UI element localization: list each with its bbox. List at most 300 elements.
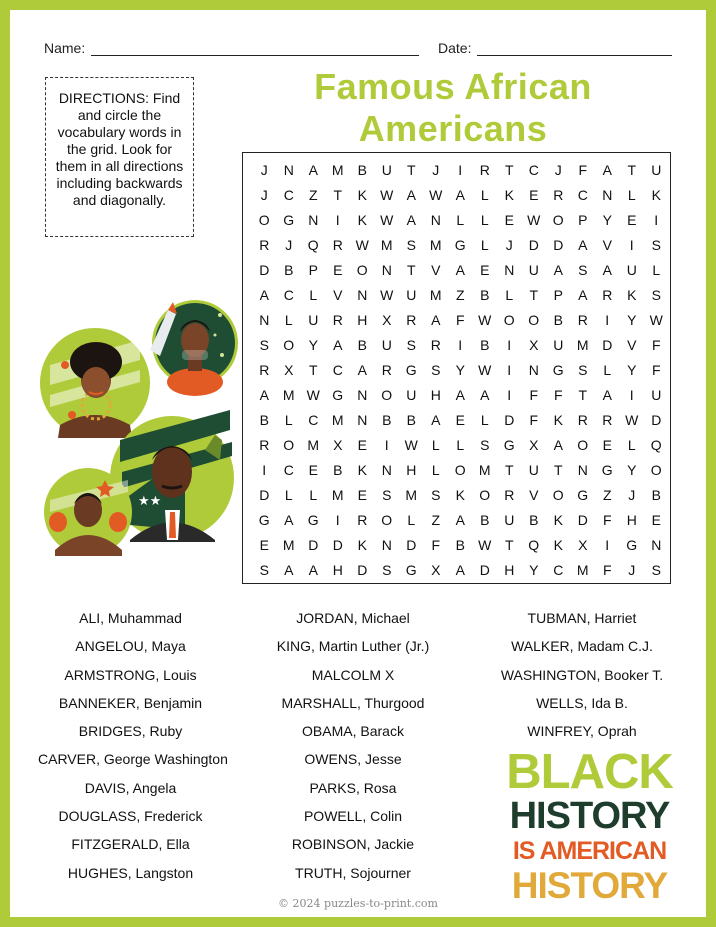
grid-letter[interactable]: L: [456, 436, 465, 453]
grid-letter[interactable]: F: [602, 561, 612, 578]
grid-letter[interactable]: K: [504, 186, 514, 203]
grid-letter[interactable]: R: [479, 161, 490, 178]
grid-letter[interactable]: S: [578, 361, 588, 378]
grid-letter[interactable]: G: [332, 386, 344, 403]
grid-letter[interactable]: G: [454, 236, 466, 253]
grid-letter[interactable]: F: [602, 511, 612, 528]
grid-letter[interactable]: D: [308, 536, 319, 553]
grid-letter[interactable]: E: [357, 436, 367, 453]
grid-letter[interactable]: A: [455, 261, 465, 278]
grid-letter[interactable]: N: [357, 386, 368, 403]
grid-letter[interactable]: A: [578, 236, 588, 253]
grid-letter[interactable]: T: [504, 536, 514, 553]
grid-letter[interactable]: D: [479, 561, 490, 578]
grid-letter[interactable]: L: [505, 286, 514, 303]
grid-letter[interactable]: S: [651, 561, 661, 578]
grid-letter[interactable]: E: [651, 511, 661, 528]
grid-letter[interactable]: A: [259, 286, 269, 303]
grid-letter[interactable]: T: [504, 161, 514, 178]
grid-letter[interactable]: M: [576, 561, 589, 578]
grid-letter[interactable]: L: [480, 211, 489, 228]
grid-letter[interactable]: O: [283, 436, 295, 453]
grid-letter[interactable]: N: [504, 261, 515, 278]
grid-letter[interactable]: B: [284, 261, 294, 278]
grid-letter[interactable]: X: [382, 311, 392, 328]
grid-letter[interactable]: L: [309, 286, 318, 303]
grid-letter[interactable]: G: [601, 461, 613, 478]
grid-letter[interactable]: N: [357, 411, 368, 428]
grid-letter[interactable]: A: [455, 186, 465, 203]
grid-letter[interactable]: O: [552, 486, 564, 503]
grid-letter[interactable]: H: [626, 511, 637, 528]
grid-letter[interactable]: O: [381, 511, 393, 528]
grid-letter[interactable]: I: [507, 336, 512, 353]
grid-letter[interactable]: B: [382, 411, 392, 428]
grid-letter[interactable]: S: [406, 336, 416, 353]
grid-letter[interactable]: I: [654, 211, 659, 228]
grid-letter[interactable]: J: [628, 486, 636, 503]
grid-letter[interactable]: R: [602, 411, 613, 428]
grid-letter[interactable]: U: [528, 461, 539, 478]
grid-letter[interactable]: M: [405, 486, 418, 503]
grid-letter[interactable]: S: [431, 486, 441, 503]
grid-letter[interactable]: K: [553, 411, 563, 428]
grid-letter[interactable]: A: [431, 411, 441, 428]
word-list-item: ARMSTRONG, Louis: [64, 666, 197, 683]
grid-letter[interactable]: K: [357, 536, 367, 553]
grid-letter[interactable]: P: [578, 211, 588, 228]
grid-letter[interactable]: A: [455, 386, 465, 403]
grid-letter[interactable]: X: [284, 361, 294, 378]
grid-letter[interactable]: V: [602, 236, 612, 253]
grid-letter[interactable]: G: [405, 561, 417, 578]
grid-letter[interactable]: S: [431, 361, 441, 378]
grid-letter[interactable]: A: [480, 386, 490, 403]
grid-letter[interactable]: S: [259, 561, 269, 578]
grid-letter[interactable]: A: [602, 261, 612, 278]
grid-letter[interactable]: E: [333, 261, 343, 278]
grid-letter[interactable]: K: [357, 211, 367, 228]
grid-letter[interactable]: W: [625, 411, 639, 428]
grid-letter[interactable]: F: [651, 361, 661, 378]
grid-letter[interactable]: U: [381, 336, 392, 353]
grid-letter[interactable]: T: [578, 386, 588, 403]
grid-letter[interactable]: T: [406, 161, 416, 178]
grid-letter[interactable]: W: [380, 186, 394, 203]
word-list-item: DAVIS, Angela: [84, 779, 177, 796]
grid-letter[interactable]: I: [605, 311, 610, 328]
grid-letter[interactable]: L: [284, 486, 293, 503]
grid-letter[interactable]: O: [552, 211, 564, 228]
grid-letter[interactable]: I: [335, 511, 340, 528]
grid-letter[interactable]: R: [259, 236, 270, 253]
grid-letter[interactable]: B: [333, 461, 343, 478]
grid-letter[interactable]: S: [382, 486, 392, 503]
grid-letter[interactable]: A: [308, 561, 318, 578]
grid-letter[interactable]: C: [283, 461, 294, 478]
grid-letter[interactable]: L: [456, 211, 465, 228]
grid-letter[interactable]: U: [651, 161, 662, 178]
grid-letter[interactable]: C: [283, 186, 294, 203]
grid-letter[interactable]: B: [357, 336, 367, 353]
grid-letter[interactable]: A: [602, 161, 612, 178]
grid-letter[interactable]: N: [381, 536, 392, 553]
grid-letter[interactable]: F: [578, 161, 588, 178]
grid-letter[interactable]: Y: [308, 336, 318, 353]
grid-letter[interactable]: M: [282, 536, 295, 553]
grid-letter[interactable]: F: [431, 536, 441, 553]
grid-letter[interactable]: W: [355, 236, 369, 253]
grid-letter[interactable]: S: [480, 436, 490, 453]
grid-letter[interactable]: Q: [650, 436, 662, 453]
grid-letter[interactable]: S: [651, 286, 661, 303]
grid-letter[interactable]: G: [577, 486, 589, 503]
grid-letter[interactable]: T: [529, 286, 539, 303]
grid-letter[interactable]: N: [602, 186, 613, 203]
word-list-item: TRUTH, Sojourner: [295, 864, 411, 881]
grid-letter[interactable]: S: [578, 261, 588, 278]
grid-letter[interactable]: E: [308, 461, 318, 478]
grid-letter[interactable]: K: [627, 286, 637, 303]
grid-letter[interactable]: E: [529, 186, 539, 203]
grid-letter[interactable]: Q: [528, 536, 540, 553]
word-list-item: JORDAN, Michael: [296, 610, 410, 626]
grid-letter[interactable]: R: [504, 486, 515, 503]
grid-letter[interactable]: I: [262, 461, 267, 478]
grid-letter[interactable]: D: [651, 411, 662, 428]
grid-letter[interactable]: A: [431, 311, 441, 328]
grid-letter[interactable]: N: [381, 461, 392, 478]
grid-letter[interactable]: W: [649, 311, 663, 328]
grid-letter[interactable]: X: [578, 536, 588, 553]
grid-letter[interactable]: D: [504, 411, 515, 428]
grid-letter[interactable]: W: [380, 211, 394, 228]
grid-letter[interactable]: D: [357, 561, 368, 578]
grid-letter[interactable]: G: [626, 536, 638, 553]
title-line-1: Famous African: [314, 66, 592, 107]
grid-letter[interactable]: I: [458, 336, 463, 353]
grid-letter[interactable]: R: [577, 411, 588, 428]
grid-letter[interactable]: A: [602, 386, 612, 403]
grid-letter[interactable]: M: [282, 386, 295, 403]
grid-letter[interactable]: X: [529, 336, 539, 353]
grid-letter[interactable]: F: [553, 386, 563, 403]
grid-letter[interactable]: M: [429, 286, 442, 303]
grid-letter[interactable]: L: [603, 361, 612, 378]
grid-letter[interactable]: U: [553, 336, 564, 353]
grid-letter[interactable]: L: [284, 411, 293, 428]
grid-letter[interactable]: A: [357, 361, 367, 378]
grid-letter[interactable]: R: [357, 511, 368, 528]
grid-letter[interactable]: A: [406, 211, 416, 228]
grid-letter[interactable]: B: [455, 536, 465, 553]
grid-letter[interactable]: I: [458, 161, 463, 178]
grid-letter[interactable]: O: [528, 311, 540, 328]
grid-letter[interactable]: W: [306, 386, 320, 403]
grid-letter[interactable]: M: [429, 236, 442, 253]
grid-letter[interactable]: M: [576, 336, 589, 353]
grid-letter[interactable]: B: [480, 336, 490, 353]
date-label: Date:: [438, 40, 472, 56]
grid-letter[interactable]: N: [308, 211, 319, 228]
grid-letter[interactable]: N: [357, 286, 368, 303]
grid-letter[interactable]: E: [259, 536, 269, 553]
grid-letter[interactable]: J: [260, 161, 268, 178]
grid-letter[interactable]: J: [432, 161, 440, 178]
grid-letter[interactable]: P: [553, 286, 563, 303]
grid-letter[interactable]: A: [553, 436, 563, 453]
grid-letter[interactable]: Z: [455, 286, 465, 303]
grid-letter[interactable]: M: [478, 461, 491, 478]
grid-letter[interactable]: H: [332, 561, 343, 578]
grid-letter[interactable]: K: [553, 511, 563, 528]
grid-letter[interactable]: Y: [627, 461, 637, 478]
grid-letter[interactable]: N: [430, 211, 441, 228]
grid-letter[interactable]: N: [651, 536, 662, 553]
grid-letter[interactable]: A: [578, 286, 588, 303]
grid-letter[interactable]: U: [308, 311, 319, 328]
grid-letter[interactable]: L: [480, 411, 489, 428]
grid-letter[interactable]: T: [308, 361, 318, 378]
grid-letter[interactable]: Z: [431, 511, 441, 528]
grid-letter[interactable]: W: [478, 311, 492, 328]
grid-letter[interactable]: A: [455, 511, 465, 528]
grid-letter[interactable]: B: [480, 286, 490, 303]
grid-letter[interactable]: O: [577, 436, 589, 453]
grid-letter[interactable]: E: [504, 211, 514, 228]
grid-letter[interactable]: U: [504, 511, 515, 528]
grid-letter[interactable]: Z: [602, 486, 612, 503]
word-list-item: KING, Martin Luther (Jr.): [276, 638, 430, 655]
word-list-column-1: [38, 604, 228, 887]
grid-letter[interactable]: L: [431, 461, 440, 478]
grid-letter[interactable]: I: [335, 211, 340, 228]
grid-letter[interactable]: R: [577, 311, 588, 328]
grid-letter[interactable]: O: [283, 336, 295, 353]
grid-letter[interactable]: N: [577, 461, 588, 478]
grid-letter[interactable]: X: [333, 436, 343, 453]
grid-letter[interactable]: G: [258, 511, 270, 528]
grid-letter[interactable]: K: [357, 186, 367, 203]
grid-letter[interactable]: D: [406, 536, 417, 553]
grid-letter[interactable]: X: [529, 436, 539, 453]
grid-letter[interactable]: G: [503, 436, 515, 453]
grid-letter[interactable]: S: [382, 561, 392, 578]
grid-letter[interactable]: X: [431, 561, 441, 578]
grid-letter[interactable]: U: [528, 261, 539, 278]
grid-letter[interactable]: K: [553, 536, 563, 553]
grid-letter[interactable]: Y: [455, 361, 465, 378]
grid-letter[interactable]: L: [627, 436, 636, 453]
grid-letter[interactable]: D: [259, 261, 270, 278]
word-list-item: ANGELOU, Maya: [75, 638, 186, 655]
grid-letter[interactable]: M: [307, 436, 320, 453]
grid-letter[interactable]: V: [333, 286, 343, 303]
grid-letter[interactable]: C: [528, 161, 539, 178]
grid-letter[interactable]: A: [455, 561, 465, 578]
grid-letter[interactable]: J: [628, 561, 636, 578]
grid-letter[interactable]: G: [307, 511, 319, 528]
grid-letter[interactable]: A: [308, 161, 318, 178]
grid-letter[interactable]: U: [651, 386, 662, 403]
grid-letter[interactable]: D: [332, 536, 343, 553]
grid-letter[interactable]: K: [651, 186, 661, 203]
grid-letter[interactable]: I: [605, 536, 610, 553]
grid-letter[interactable]: L: [480, 236, 489, 253]
grid-letter[interactable]: E: [627, 211, 637, 228]
grid-letter[interactable]: E: [455, 411, 465, 428]
grid-letter[interactable]: T: [553, 461, 563, 478]
grid-letter[interactable]: E: [480, 261, 490, 278]
grid-letter[interactable]: C: [577, 186, 588, 203]
grid-letter[interactable]: U: [406, 386, 417, 403]
grid-letter[interactable]: I: [629, 386, 634, 403]
grid-letter[interactable]: C: [308, 411, 319, 428]
grid-letter[interactable]: W: [478, 536, 492, 553]
grid-letter[interactable]: R: [406, 311, 417, 328]
grid-letter[interactable]: G: [405, 361, 417, 378]
grid-letter[interactable]: N: [528, 361, 539, 378]
grid-letter[interactable]: O: [650, 461, 662, 478]
grid-letter[interactable]: L: [407, 511, 416, 528]
grid-letter[interactable]: E: [357, 486, 367, 503]
grid-letter[interactable]: C: [283, 286, 294, 303]
word-list-item: WASHINGTON, Booker T.: [500, 666, 664, 683]
grid-letter[interactable]: R: [332, 311, 343, 328]
grid-letter[interactable]: Z: [308, 186, 318, 203]
grid-letter[interactable]: A: [553, 261, 563, 278]
grid-letter[interactable]: V: [431, 261, 441, 278]
grid-letter[interactable]: R: [602, 286, 613, 303]
grid-letter[interactable]: H: [504, 561, 515, 578]
grid-letter[interactable]: Y: [602, 211, 612, 228]
grid-letter[interactable]: N: [381, 261, 392, 278]
grid-letter[interactable]: B: [553, 311, 563, 328]
grid-letter[interactable]: K: [455, 486, 465, 503]
grid-letter[interactable]: E: [602, 436, 612, 453]
grid-letter[interactable]: L: [480, 186, 489, 203]
grid-letter[interactable]: U: [626, 261, 637, 278]
grid-letter[interactable]: H: [430, 386, 441, 403]
grid-letter[interactable]: T: [406, 261, 416, 278]
grid-letter[interactable]: B: [406, 411, 416, 428]
grid-letter[interactable]: W: [380, 286, 394, 303]
grid-letter[interactable]: R: [332, 236, 343, 253]
grid-letter[interactable]: B: [357, 161, 367, 178]
grid-letter[interactable]: R: [553, 186, 564, 203]
word-search-grid[interactable]: [242, 152, 671, 584]
grid-letter[interactable]: A: [406, 186, 416, 203]
grid-letter[interactable]: I: [629, 236, 634, 253]
grid-letter[interactable]: R: [430, 336, 441, 353]
grid-letter[interactable]: U: [381, 161, 392, 178]
grid-letter[interactable]: Q: [307, 236, 319, 253]
grid-letter[interactable]: W: [429, 186, 443, 203]
grid-letter[interactable]: W: [404, 436, 418, 453]
grid-letter[interactable]: M: [331, 411, 344, 428]
grid-letter[interactable]: S: [406, 236, 416, 253]
grid-letter[interactable]: W: [478, 361, 492, 378]
grid-letter[interactable]: O: [381, 386, 393, 403]
grid-letter[interactable]: K: [357, 461, 367, 478]
grid-letter[interactable]: D: [602, 336, 613, 353]
grid-letter[interactable]: R: [259, 436, 270, 453]
grid-letter[interactable]: A: [259, 386, 269, 403]
grid-letter[interactable]: V: [627, 336, 637, 353]
grid-letter[interactable]: Y: [627, 361, 637, 378]
grid-letter[interactable]: L: [627, 186, 636, 203]
grid-letter[interactable]: R: [259, 361, 270, 378]
grid-letter[interactable]: F: [529, 386, 539, 403]
grid-letter[interactable]: B: [259, 411, 269, 428]
grid-letter[interactable]: J: [554, 161, 562, 178]
grid-letter[interactable]: L: [284, 311, 293, 328]
grid-letter[interactable]: S: [259, 336, 269, 353]
grid-letter[interactable]: V: [529, 486, 539, 503]
grid-letter[interactable]: R: [381, 361, 392, 378]
grid-letter[interactable]: L: [652, 261, 661, 278]
grid-letter[interactable]: O: [454, 461, 466, 478]
grid-letter[interactable]: M: [380, 236, 393, 253]
grid-letter[interactable]: D: [528, 236, 539, 253]
grid-letter[interactable]: L: [431, 436, 440, 453]
grid-letter[interactable]: T: [504, 461, 514, 478]
grid-letter[interactable]: W: [527, 211, 541, 228]
grid-letter[interactable]: B: [651, 486, 661, 503]
grid-letter[interactable]: P: [308, 261, 318, 278]
grid-letter[interactable]: H: [406, 461, 417, 478]
grid-letter[interactable]: H: [357, 311, 368, 328]
grid-letter[interactable]: I: [507, 361, 512, 378]
grid-letter[interactable]: S: [651, 236, 661, 253]
grid-letter[interactable]: O: [503, 311, 515, 328]
grid-letter[interactable]: D: [577, 511, 588, 528]
grid-letter[interactable]: B: [480, 511, 490, 528]
grid-letter[interactable]: M: [331, 161, 344, 178]
grid-letter[interactable]: A: [333, 336, 343, 353]
grid-letter[interactable]: C: [553, 561, 564, 578]
grid-letter[interactable]: O: [356, 261, 368, 278]
grid-letter[interactable]: T: [333, 186, 343, 203]
grid-letter[interactable]: O: [258, 211, 270, 228]
grid-letter[interactable]: G: [283, 211, 295, 228]
grid-letter[interactable]: I: [384, 436, 389, 453]
grid-letter[interactable]: F: [455, 311, 465, 328]
grid-letter[interactable]: J: [285, 236, 293, 253]
grid-letter[interactable]: F: [529, 411, 539, 428]
grid-letter[interactable]: Y: [627, 311, 637, 328]
grid-letter[interactable]: F: [651, 336, 661, 353]
grid-letter[interactable]: Y: [529, 561, 539, 578]
grid-letter[interactable]: U: [406, 286, 417, 303]
grid-letter[interactable]: T: [627, 161, 637, 178]
grid-letter[interactable]: N: [259, 311, 270, 328]
grid-letter[interactable]: M: [331, 486, 344, 503]
grid-letter[interactable]: O: [479, 486, 491, 503]
grid-letter[interactable]: I: [507, 386, 512, 403]
grid-letter[interactable]: J: [260, 186, 268, 203]
grid-letter[interactable]: G: [552, 361, 564, 378]
grid-letter[interactable]: A: [284, 511, 294, 528]
grid-letter[interactable]: B: [529, 511, 539, 528]
grid-letter[interactable]: C: [332, 361, 343, 378]
grid-letter[interactable]: J: [505, 236, 513, 253]
grid-letter[interactable]: D: [259, 486, 270, 503]
grid-letter[interactable]: L: [309, 486, 318, 503]
grid-letter[interactable]: D: [553, 236, 564, 253]
grid-letter[interactable]: A: [284, 561, 294, 578]
grid-letter[interactable]: N: [283, 161, 294, 178]
